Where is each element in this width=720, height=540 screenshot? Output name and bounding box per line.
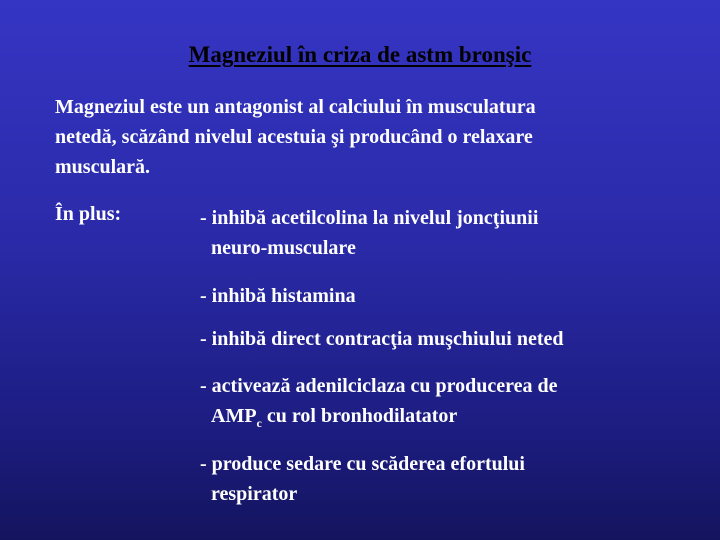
slide-title: Magneziul în criza de astm bronşic [188, 42, 532, 67]
plus-label: În plus: [55, 203, 122, 225]
list-item-continuation: neuro-musculare [211, 237, 356, 259]
amp-rest-text: cu rol bronhodilatator [261, 405, 458, 427]
intro-paragraph [55, 92, 675, 182]
list-item [200, 203, 538, 263]
list-item-text: - activează adenilciclaza cu producerea de [200, 375, 558, 397]
list-item [200, 449, 525, 509]
list-item-text: - inhibă histamina [200, 285, 356, 307]
list-item-text: - produce sedare cu scăderea efortului [200, 453, 525, 475]
list-item-text: - inhibă acetilcolina la nivelul joncţiunii [200, 207, 539, 229]
amp-subscript: c [256, 416, 262, 430]
list-item [200, 324, 564, 354]
amp-text: AMP [211, 405, 257, 427]
intro-line: musculară. [55, 156, 150, 178]
list-item-continuation [200, 401, 558, 431]
list-item-text: - inhibă direct contracţia muşchiului neted [200, 328, 564, 350]
intro-line: Magneziul este un antagonist al calciului în musculatura [55, 96, 536, 118]
list-item [200, 371, 558, 431]
intro-line: netedă, scăzând nivelul acestuia şi producând o relaxare [55, 126, 533, 148]
list-item [200, 281, 356, 311]
list-item-continuation: respirator [211, 483, 298, 505]
